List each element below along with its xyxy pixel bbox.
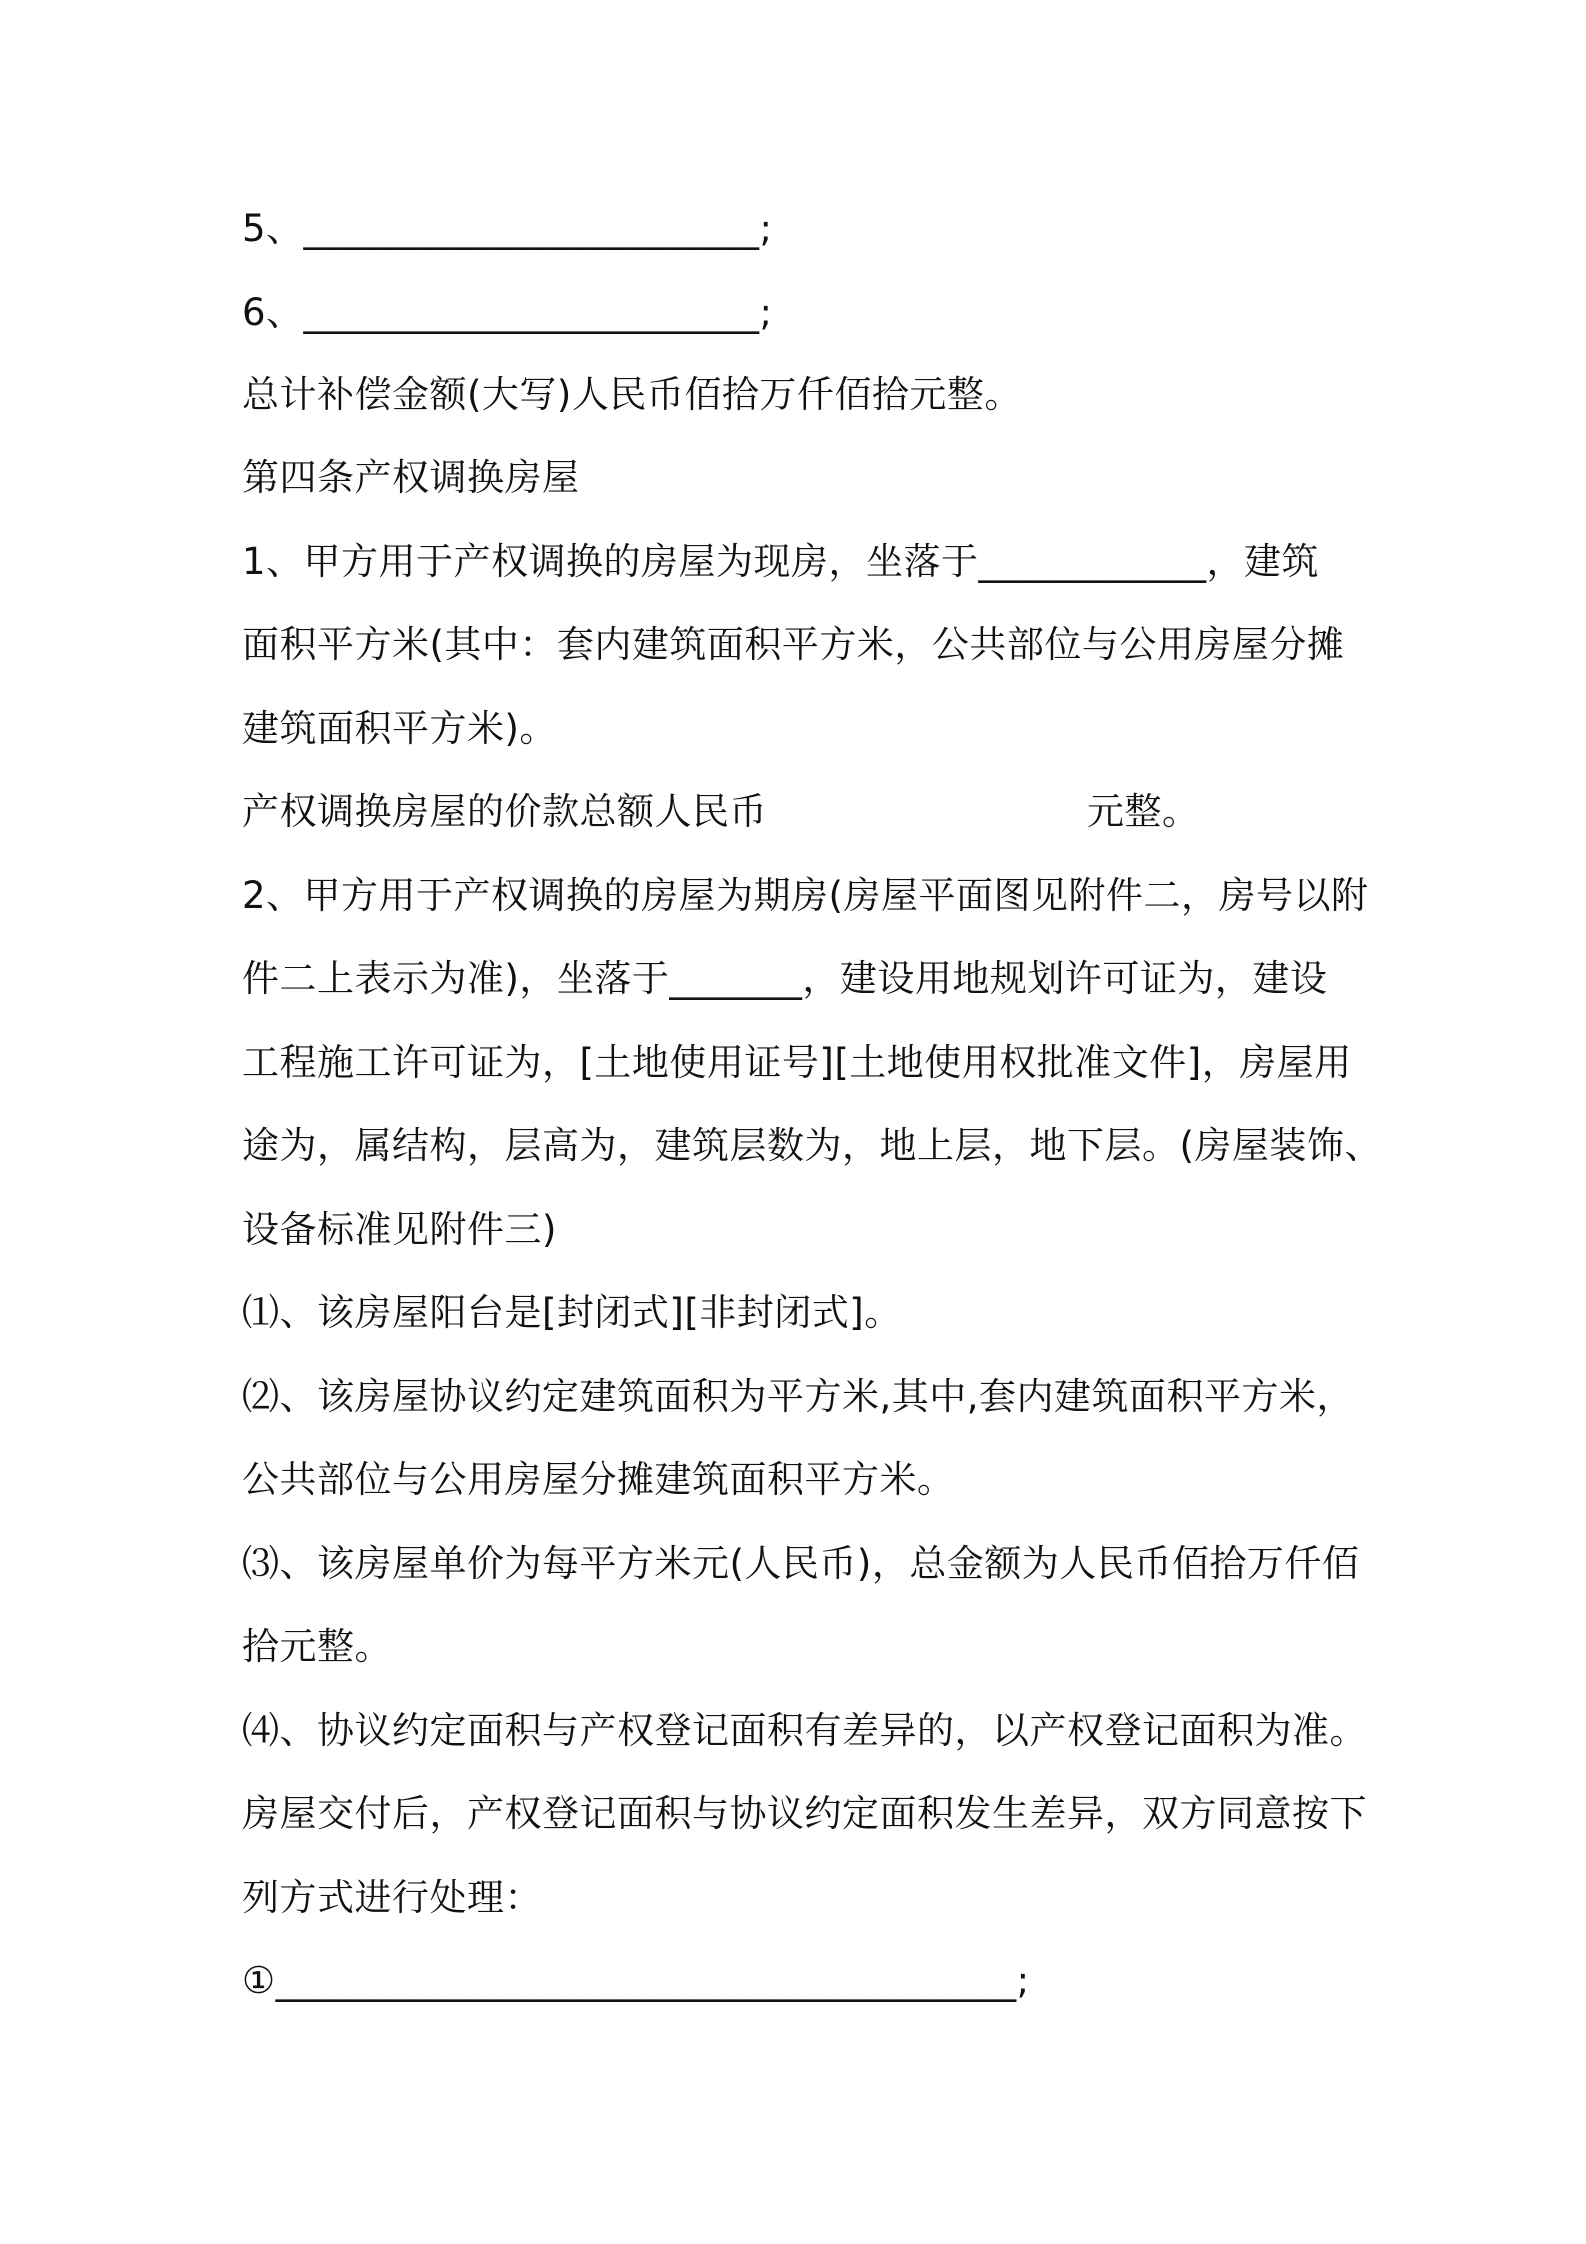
total-compensation-line: 总计补偿金额(大写)人民币佰拾万仟佰拾元整。 xyxy=(242,373,1022,416)
clause-2-line-1: 2、甲方用于产权调换的房屋为期房(房屋平面图见附件二，房号以附 xyxy=(242,874,1369,917)
exchange-price-line xyxy=(242,788,1200,836)
clause-1-line-2: 面积平方米(其中：套内建筑面积平方米，公共部位与公用房屋分摊 xyxy=(242,623,1345,666)
subclause-4-line-2: 房屋交付后，产权登记面积与协议约定面积发生差异，双方同意按下 xyxy=(242,1792,1367,1835)
subclause-4-line-3: 列方式进行处理： xyxy=(242,1876,542,1919)
exchange-price-prefix: 产权调换房屋的价款总额人民币 xyxy=(242,790,767,833)
option-1-line: ①_______________________________________; xyxy=(242,1959,1030,2002)
item-6-line: 6、________________________; xyxy=(242,291,773,334)
clause-1-line-3: 建筑面积平方米)。 xyxy=(242,707,557,750)
subclause-1-line: ⑴、该房屋阳台是[封闭式][非封闭式]。 xyxy=(242,1291,902,1334)
subclause-3-line-2: 拾元整。 xyxy=(242,1625,392,1668)
clause-2-line-2: 件二上表示为准)，坐落于_______，建设用地规划许可证为，建设 xyxy=(242,957,1328,1000)
exchange-price-suffix: 元整。 xyxy=(1087,790,1200,833)
subclause-2-line-1: ⑵、该房屋协议约定建筑面积为平方米,其中,套内建筑面积平方米， xyxy=(242,1375,1355,1418)
clause-2-line-4: 途为，属结构，层高为，建筑层数为，地上层，地下层。(房屋装饰、 xyxy=(242,1124,1382,1167)
clause-1-line-1: 1、甲方用于产权调换的房屋为现房，坐落于____________，建筑 xyxy=(242,540,1320,583)
item-5-line: 5、________________________; xyxy=(242,207,773,250)
subclause-3-line-1: ⑶、该房屋单价为每平方米元(人民币)，总金额为人民币佰拾万仟佰 xyxy=(242,1542,1360,1585)
subclause-4-line-1: ⑷、协议约定面积与产权登记面积有差异的，以产权登记面积为准。 xyxy=(242,1709,1367,1752)
subclause-2-line-2: 公共部位与公用房屋分摊建筑面积平方米。 xyxy=(242,1458,955,1501)
clause-2-line-3: 工程施工许可证为，[土地使用证号][土地使用权批准文件]，房屋用 xyxy=(242,1041,1352,1084)
article-4-heading: 第四条产权调换房屋 xyxy=(242,456,580,499)
clause-2-line-5: 设备标准见附件三) xyxy=(242,1208,557,1251)
